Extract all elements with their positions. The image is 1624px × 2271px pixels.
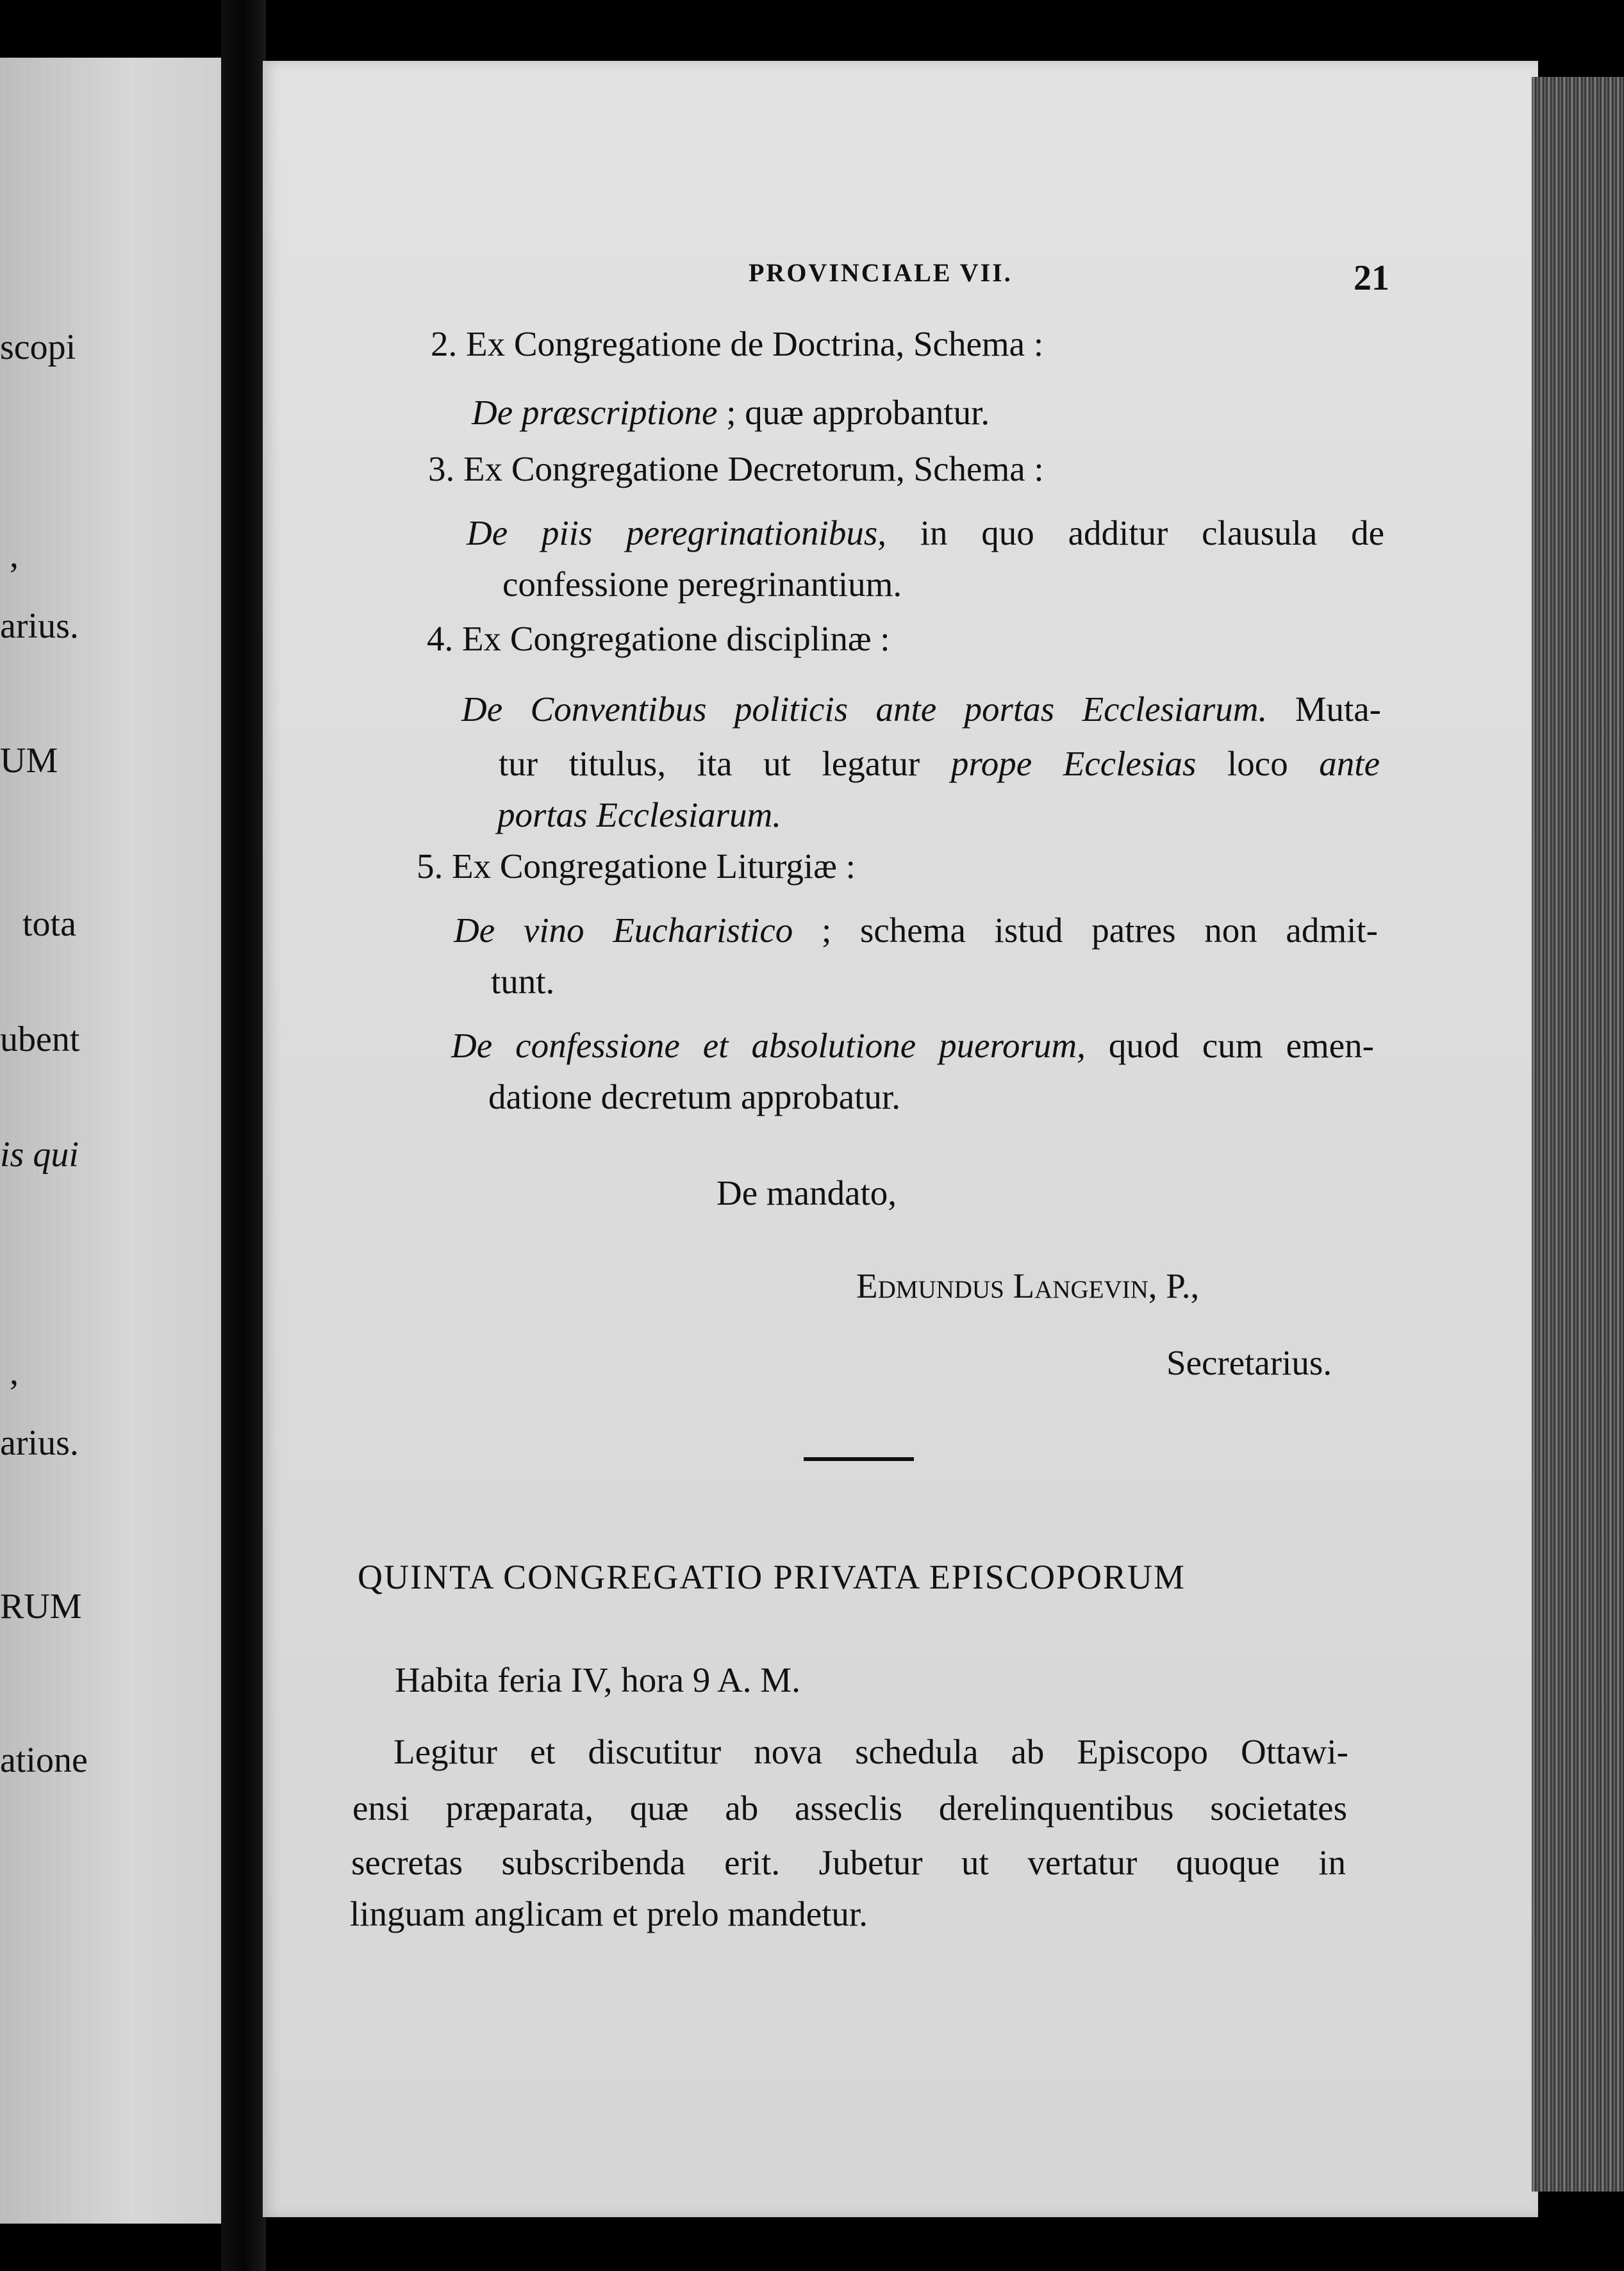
- item-rest: Muta-: [1267, 690, 1381, 729]
- item-number: 4.: [427, 619, 454, 658]
- item-rest: in quo additur clausula de: [886, 513, 1384, 552]
- left-fragment: arius.: [0, 1423, 79, 1463]
- item-heading: [428, 449, 1044, 489]
- item-heading: [431, 324, 1043, 364]
- item-number: 2.: [431, 324, 458, 363]
- item-text: loco: [1196, 744, 1320, 783]
- item-heading-text: Ex Congregatione de Doctrina, Schema :: [466, 324, 1044, 363]
- left-fragment: ,: [10, 1353, 19, 1392]
- item-heading: [417, 846, 856, 886]
- left-fragment: tota: [22, 904, 76, 944]
- paragraph-line: Legitur et discutitur nova schedula ab Episcopo Ottawi-: [394, 1732, 1348, 1771]
- item-line: [451, 1025, 1374, 1066]
- item-line: portas Ecclesiarum.: [497, 795, 782, 834]
- item-italic: prope Ecclesias: [950, 744, 1197, 783]
- item-italic: De confessione et absolutione puerorum,: [451, 1026, 1086, 1065]
- mandate-line: De mandato,: [717, 1173, 897, 1212]
- left-fragment: is qui: [0, 1135, 79, 1175]
- book-gutter: [221, 0, 266, 2271]
- item-heading-text: Ex Congregatione Liturgiæ :: [452, 846, 856, 886]
- previous-page-fragment: [0, 58, 221, 2224]
- session-time: Habita feria IV, hora 9 A. M.: [395, 1660, 800, 1699]
- left-fragment: ationе: [0, 1740, 88, 1780]
- paragraph-line: linguam anglicam et prelo mandetur.: [350, 1894, 868, 1933]
- item-heading-text: Ex Congregatione disciplinæ :: [462, 619, 890, 658]
- item-line: [467, 513, 1384, 553]
- running-title: PROVINCIALE VII.: [749, 258, 1013, 287]
- section-title: QUINTA CONGREGATIO PRIVATA EPISCOPORUM: [358, 1558, 1186, 1596]
- item-rest: ; schema istud patres non admit-: [793, 911, 1378, 950]
- section-divider: [804, 1457, 914, 1461]
- item-line: [499, 743, 1380, 784]
- item-line: [461, 689, 1381, 729]
- left-fragment: UM: [0, 741, 58, 780]
- signatory-role: Secretarius.: [1166, 1343, 1332, 1382]
- item-line: tunt.: [491, 962, 555, 1001]
- item-number: 5.: [417, 846, 443, 886]
- item-italic: De præscriptione: [472, 393, 718, 432]
- item-line: confessione peregrinantium.: [502, 565, 902, 604]
- paragraph-line: ensi præparata, quæ ab asseclis derelinquentibus societates: [352, 1788, 1347, 1828]
- page-number: 21: [1354, 258, 1389, 298]
- item-italic: De piis peregrinationibus,: [467, 513, 886, 552]
- item-line: datione decretum approbatur.: [488, 1077, 900, 1116]
- left-fragment: ,: [10, 536, 19, 575]
- item-italic: De Conventibus politicis ante portas Ecclesiarum.: [461, 690, 1268, 729]
- item-italic: ante: [1319, 744, 1380, 783]
- left-fragment: scopi: [0, 327, 76, 367]
- item-heading: [427, 618, 890, 659]
- signatory-name: Edmundus Langevin, P.,: [856, 1266, 1200, 1305]
- left-fragment: arius.: [0, 606, 79, 646]
- item-line: [454, 910, 1378, 950]
- item-rest: quod cum emen-: [1085, 1026, 1375, 1065]
- left-fragment: ubent: [0, 1020, 80, 1059]
- item-number: 3.: [428, 449, 455, 488]
- item-heading-text: Ex Congregatione Decretorum, Schema :: [463, 449, 1044, 488]
- item-text: tur titulus, ita ut legatur: [499, 744, 951, 783]
- item-line: [472, 392, 990, 433]
- item-italic: De vino Eucharistico: [454, 911, 793, 950]
- item-rest: ; quæ approbantur.: [717, 393, 990, 432]
- paragraph-line: secretas subscribenda erit. Jubetur ut vertatur quoque in: [351, 1843, 1346, 1882]
- page-edges: [1532, 77, 1624, 2192]
- left-fragment: RUM: [0, 1587, 82, 1626]
